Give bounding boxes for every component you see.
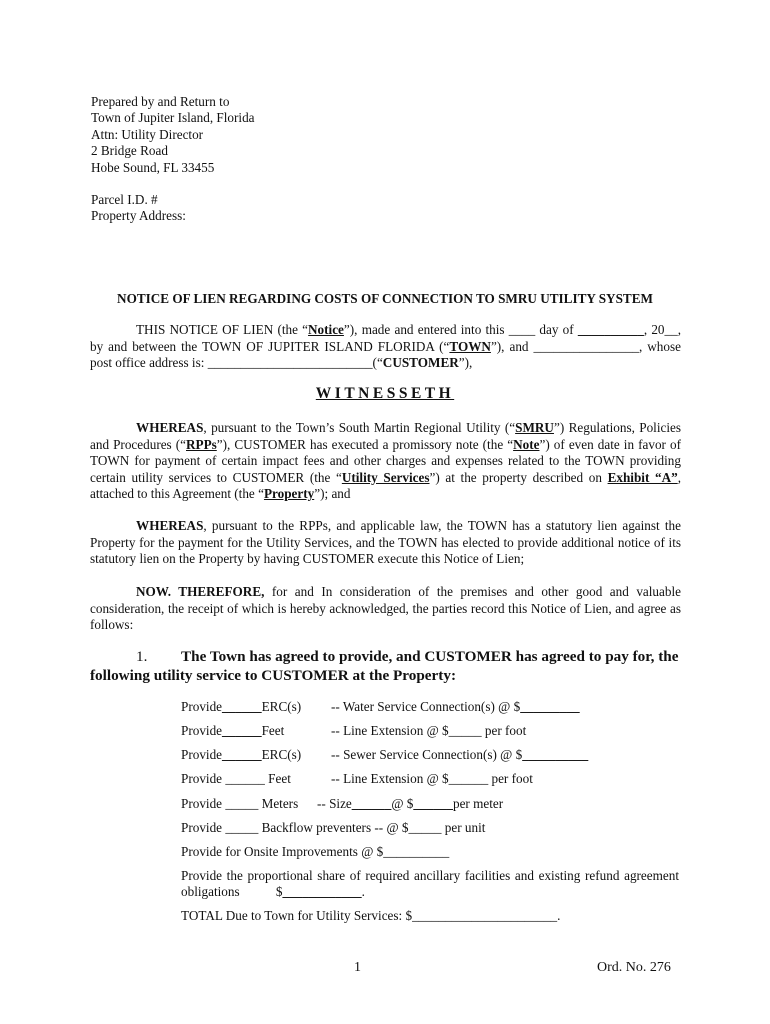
utility-services-term: Utility Services (341, 469, 430, 485)
intro-paragraph: THIS NOTICE OF LIEN (the “Notice”), made and entered into this ____ day of __________, 20__, by and between the TOWN OF JUPITER ISLAND FLORIDA (“TOWN”), and ________________, whose post office address is: _________________________(“CUSTOMER”), (90, 322, 682, 370)
item-line-extension-2: Provide ______ Feet -- Line Extension @ $______ per foot (181, 771, 533, 786)
document-title: NOTICE OF LIEN REGARDING COSTS OF CONNECTION TO SMRU UTILITY SYSTEM (117, 291, 653, 306)
ordinance-number: Ord. No. 276 (597, 960, 671, 975)
address-line: 2 Bridge Road (91, 143, 168, 159)
month-blank: __________ (577, 322, 644, 337)
parcel-block (91, 192, 186, 225)
return-address-block (91, 94, 255, 176)
item-onsite: Provide for Onsite Improvements @ $__________ (181, 844, 450, 859)
section-number: 1. (136, 648, 148, 665)
address-line: Town of Jupiter Island, Florida (91, 110, 255, 126)
property-term: Property (263, 486, 315, 501)
customer-blank: ________________ (533, 338, 639, 354)
address-line: Hobe Sound, FL 33455 (91, 159, 215, 175)
item-water-service: Provide______ERC(s) -- Water Service Connection(s) @ $_________ (181, 699, 580, 714)
address-line: Attn: Utility Director (91, 126, 204, 142)
note-term: Note (513, 436, 540, 452)
item-sewer-service: Provide______ERC(s) -- Sewer Service Connection(s) @ $__________ (181, 747, 589, 762)
item-ancillary: Provide the proportional share of required ancillary facilities and existing refund agreement obligations $____________. (181, 868, 679, 899)
total-due-line: TOTAL Due to Town for Utility Services: $______________________. (181, 908, 561, 923)
smru-term: SMRU (515, 420, 554, 435)
item-meters: Provide _____ Meters -- Size______@ $______per meter (181, 796, 504, 811)
property-address-label: Property Address: (91, 208, 186, 224)
address-line: Prepared by and Return to (91, 94, 230, 109)
whereas-paragraph-1: WHEREAS, pursuant to the Town’s South Martin Regional Utility (“SMRU”) Regulations, Policies and Procedures (“RPPs”), CUSTOMER has executed a promissory note (the “Note”) of even date in favor of TOWN for payment of certain impact fees and other charges and expenses related to the TOWN providing certain utility services to CUSTOMER (the “Utility Services”) at the property described on Exhibit “A”, attached to this Agreement (the “Property”); and (90, 420, 681, 501)
witnesseth-heading: WITNESSETH (315, 385, 455, 402)
whereas-paragraph-2: WHEREAS, pursuant to the RPPs, and applicable law, the TOWN has a statutory lien against the Property for the payment for the Utility Services, and the TOWN has elected to provide additional notice of its statutory lien on the Property by having CUSTOMER execute this Notice of Lien; (90, 518, 681, 566)
exhibit-a-term: Exhibit “A” (607, 469, 678, 485)
therefore-paragraph: NOW. THEREFORE, for and In consideration of the premises and other good and valuable consideration, the receipt of which is hereby acknowledged, the parties record this Notice of Lien, and agree as follows: (90, 584, 681, 632)
notice-term: Notice (308, 322, 344, 337)
rpps-term: RPPs (186, 436, 217, 452)
customer-term: CUSTOMER (382, 355, 459, 370)
item-backflow: Provide _____ Backflow preventers -- @ $_____ per unit (181, 820, 486, 835)
page-number: 1 (354, 960, 361, 975)
item-line-extension-1: Provide______Feet -- Line Extension @ $_____ per foot (181, 723, 527, 738)
section-text: The Town has agreed to provide, and CUSTOMER has agreed to pay for, the following utility service to CUSTOMER at the Property: (90, 648, 679, 684)
town-term: TOWN (449, 338, 491, 354)
section-1-heading (90, 648, 690, 685)
address-blank: _________________________ (207, 355, 373, 370)
parcel-id-label: Parcel I.D. # (91, 192, 158, 207)
